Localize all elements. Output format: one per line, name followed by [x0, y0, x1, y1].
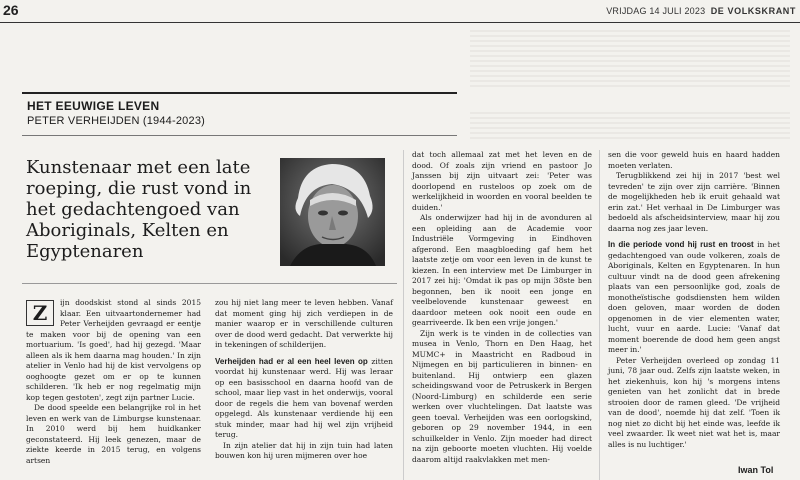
obituary-subject: PETER VERHEIJDEN (1944-2023) [27, 115, 205, 127]
byline-rule [22, 135, 457, 136]
paragraph-text: in het gedachtengoed van oude volkeren, zoals de Aboriginals, Kelten en Egyptenaren. In hun cultuur vindt na de dood geen afrekening plaats van een persoonlijke god, zoals de monotheïstische godsdiensten hem wilden doen geloven, maar worden de doden opgenomen in de vier elementen water, lucht, vuur en aarde. Lucie: 'Vanaf dat moment boerende de dood hem geen angst meer in.' [608, 240, 780, 354]
article-column-3 [412, 150, 592, 465]
paragraph [608, 240, 780, 356]
paragraph [215, 357, 393, 441]
paragraph: zou hij niet lang meer te leven hebben. Vanaf dat moment ging hij zich verdiepen in de manier waarop er in verschillende culturen over de dood werd gedacht. Dat verwerkte hij in tekeningen of schilderijen. [215, 298, 393, 349]
subheading: In die periode vond hij rust en troost [608, 240, 754, 249]
paragraph-text: zitten voordat hij kunstenaar werd. Hij was leraar op een basisschool en daarna hoofd van de school, maar liep vast in het onderwijs, vooral door de regels die hem van bovenaf werden opgelegd. Als kunstenaar verdiende hij een stuk minder, maar had hij wel zijn vrijheid terug. [215, 356, 394, 439]
paragraph: In zijn atelier dat hij in zijn tuin had laten bouwen kon hij uren mijmeren over hoe [215, 440, 393, 460]
drop-cap: Z [26, 300, 54, 326]
newspaper-name: DE VOLKSKRANT [710, 6, 796, 16]
section-kicker: HET EEUWIGE LEVEN [27, 99, 160, 113]
bleed-through-block [470, 112, 790, 140]
headline: Kunstenaar met een late roeping, die rust vond in het gedachtengoed van Aboriginals, Kelten en Egyptenaren [26, 157, 252, 262]
paragraph: De dood speelde een belangrijke rol in het leven en werk van de Limburgse kunstenaar. In 2010 werd bij hem huidkanker geconstateerd. Hij leek genezen, maar de ziekte keerde in 2015 terug, en volgens artsen [26, 403, 201, 465]
column-divider [403, 150, 404, 480]
dateline [606, 6, 796, 16]
header-rule [0, 22, 800, 23]
article-column-4 [608, 150, 780, 450]
bleed-through-block [470, 30, 790, 90]
portrait-photo [280, 158, 385, 266]
paragraph: Als onderwijzer had hij in de avonduren al een opleiding aan de Academie voor Industriële Vormgeving in Eindhoven afgerond. Een maagbloeding gaf hem het laatste zetje om voor een leven in de kunst te kiezen. In een interview met De Limburger in 2017 zei hij: 'Omdat ik pas op mijn 38ste ben begonnen, ben ik nooit een jonge en veelbelovende kunstenaar geweest en daardoor meteen ook nooit een oude en gearriveerde. Ik ben een vrije jongen.' [412, 213, 592, 327]
paragraph: ijn doodskist stond al sinds 2015 klaar. Een uitvaartondernemer had Peter Verheijden gevraagd er eentje te maken voor bij de opening van een mortuarium. 'Is goed', had hij gezegd. 'Maar alleen als ik hem daarna mag houden.' In zijn atelier in Venlo had hij de kist vervolgens op ooghoogte gezet om er op te kunnen schilderen. 'Ik heb er nog regelmatig mijn kop tegen gestoten', zegt zijn partner Lucie. [26, 298, 201, 402]
paragraph: Peter Verheijden overleed op zondag 11 juni, 78 jaar oud. Zelfs zijn laatste weken, in het ziekenhuis, kon hij 's morgens intens genieten van het zonlicht dat in brede strooien door de ramen gleed. 'De vrijheid van de dood', noemde hij dat zelf. 'Toen ik nog niet zo dicht bij het einde was, leefde ik veel zwaarder. Ik weet niet wat het is, maar alles is nu luchtiger.' [608, 355, 780, 449]
subheading: Verheijden had er al een heel leven op [215, 356, 368, 366]
article-column-1 [26, 298, 201, 466]
section-rule [22, 92, 457, 94]
paragraph: dat toch allemaal zat met het leven en de dood. Of zoals zijn vriend en pastoor Jo Janssen bij zijn uitvaart zei: 'Peter was doorlopend en rusteloos op zoek om de werkelijkheid in woorden en vooral beelden te duiden.' [412, 150, 592, 212]
paragraph: Zijn werk is te vinden in de collecties van musea in Venlo, Thorn en Den Haag, het MUMC+ in Maastricht en Radboud in Nijmegen en bij particulieren in binnen- en buitenland. Hij ontwierp een glazen scheidingswand voor de Petruskerk in Bergen (Noord-Limburg) en schilderde een serie werken over vluchtelingen. Dat laatste was geen toeval. Verheijden was een oorlogskind, geboren op 29 november 1944, in een schuilkelder in Venlo. Zijn moeder had direct na zijn geboorte moeten vluchten. Hij voelde daarom altijd raakvlakken met men- [412, 328, 592, 464]
column-divider [599, 150, 600, 480]
paragraph: Terugblikkend zei hij in 2017 'best wel tevreden' te zijn over zijn carrière. 'Binnen de mogelijkheden heb ik eruit gehaald wat erin zat.' Het verhaal in De Limburger was bedoeld als afscheidsinterview, maar hij zou daarna nog zes jaar leven. [608, 171, 780, 233]
paragraph: sen die voor geweld huis en haard hadden moeten verlaten. [608, 150, 780, 170]
issue-date: VRIJDAG 14 JULI 2023 [606, 6, 706, 16]
portrait-image [280, 158, 385, 266]
page-number: 26 [3, 2, 19, 18]
headline-rule [22, 283, 397, 284]
author-credit: Iwan Tol [738, 465, 774, 475]
article-column-2 [215, 298, 393, 462]
